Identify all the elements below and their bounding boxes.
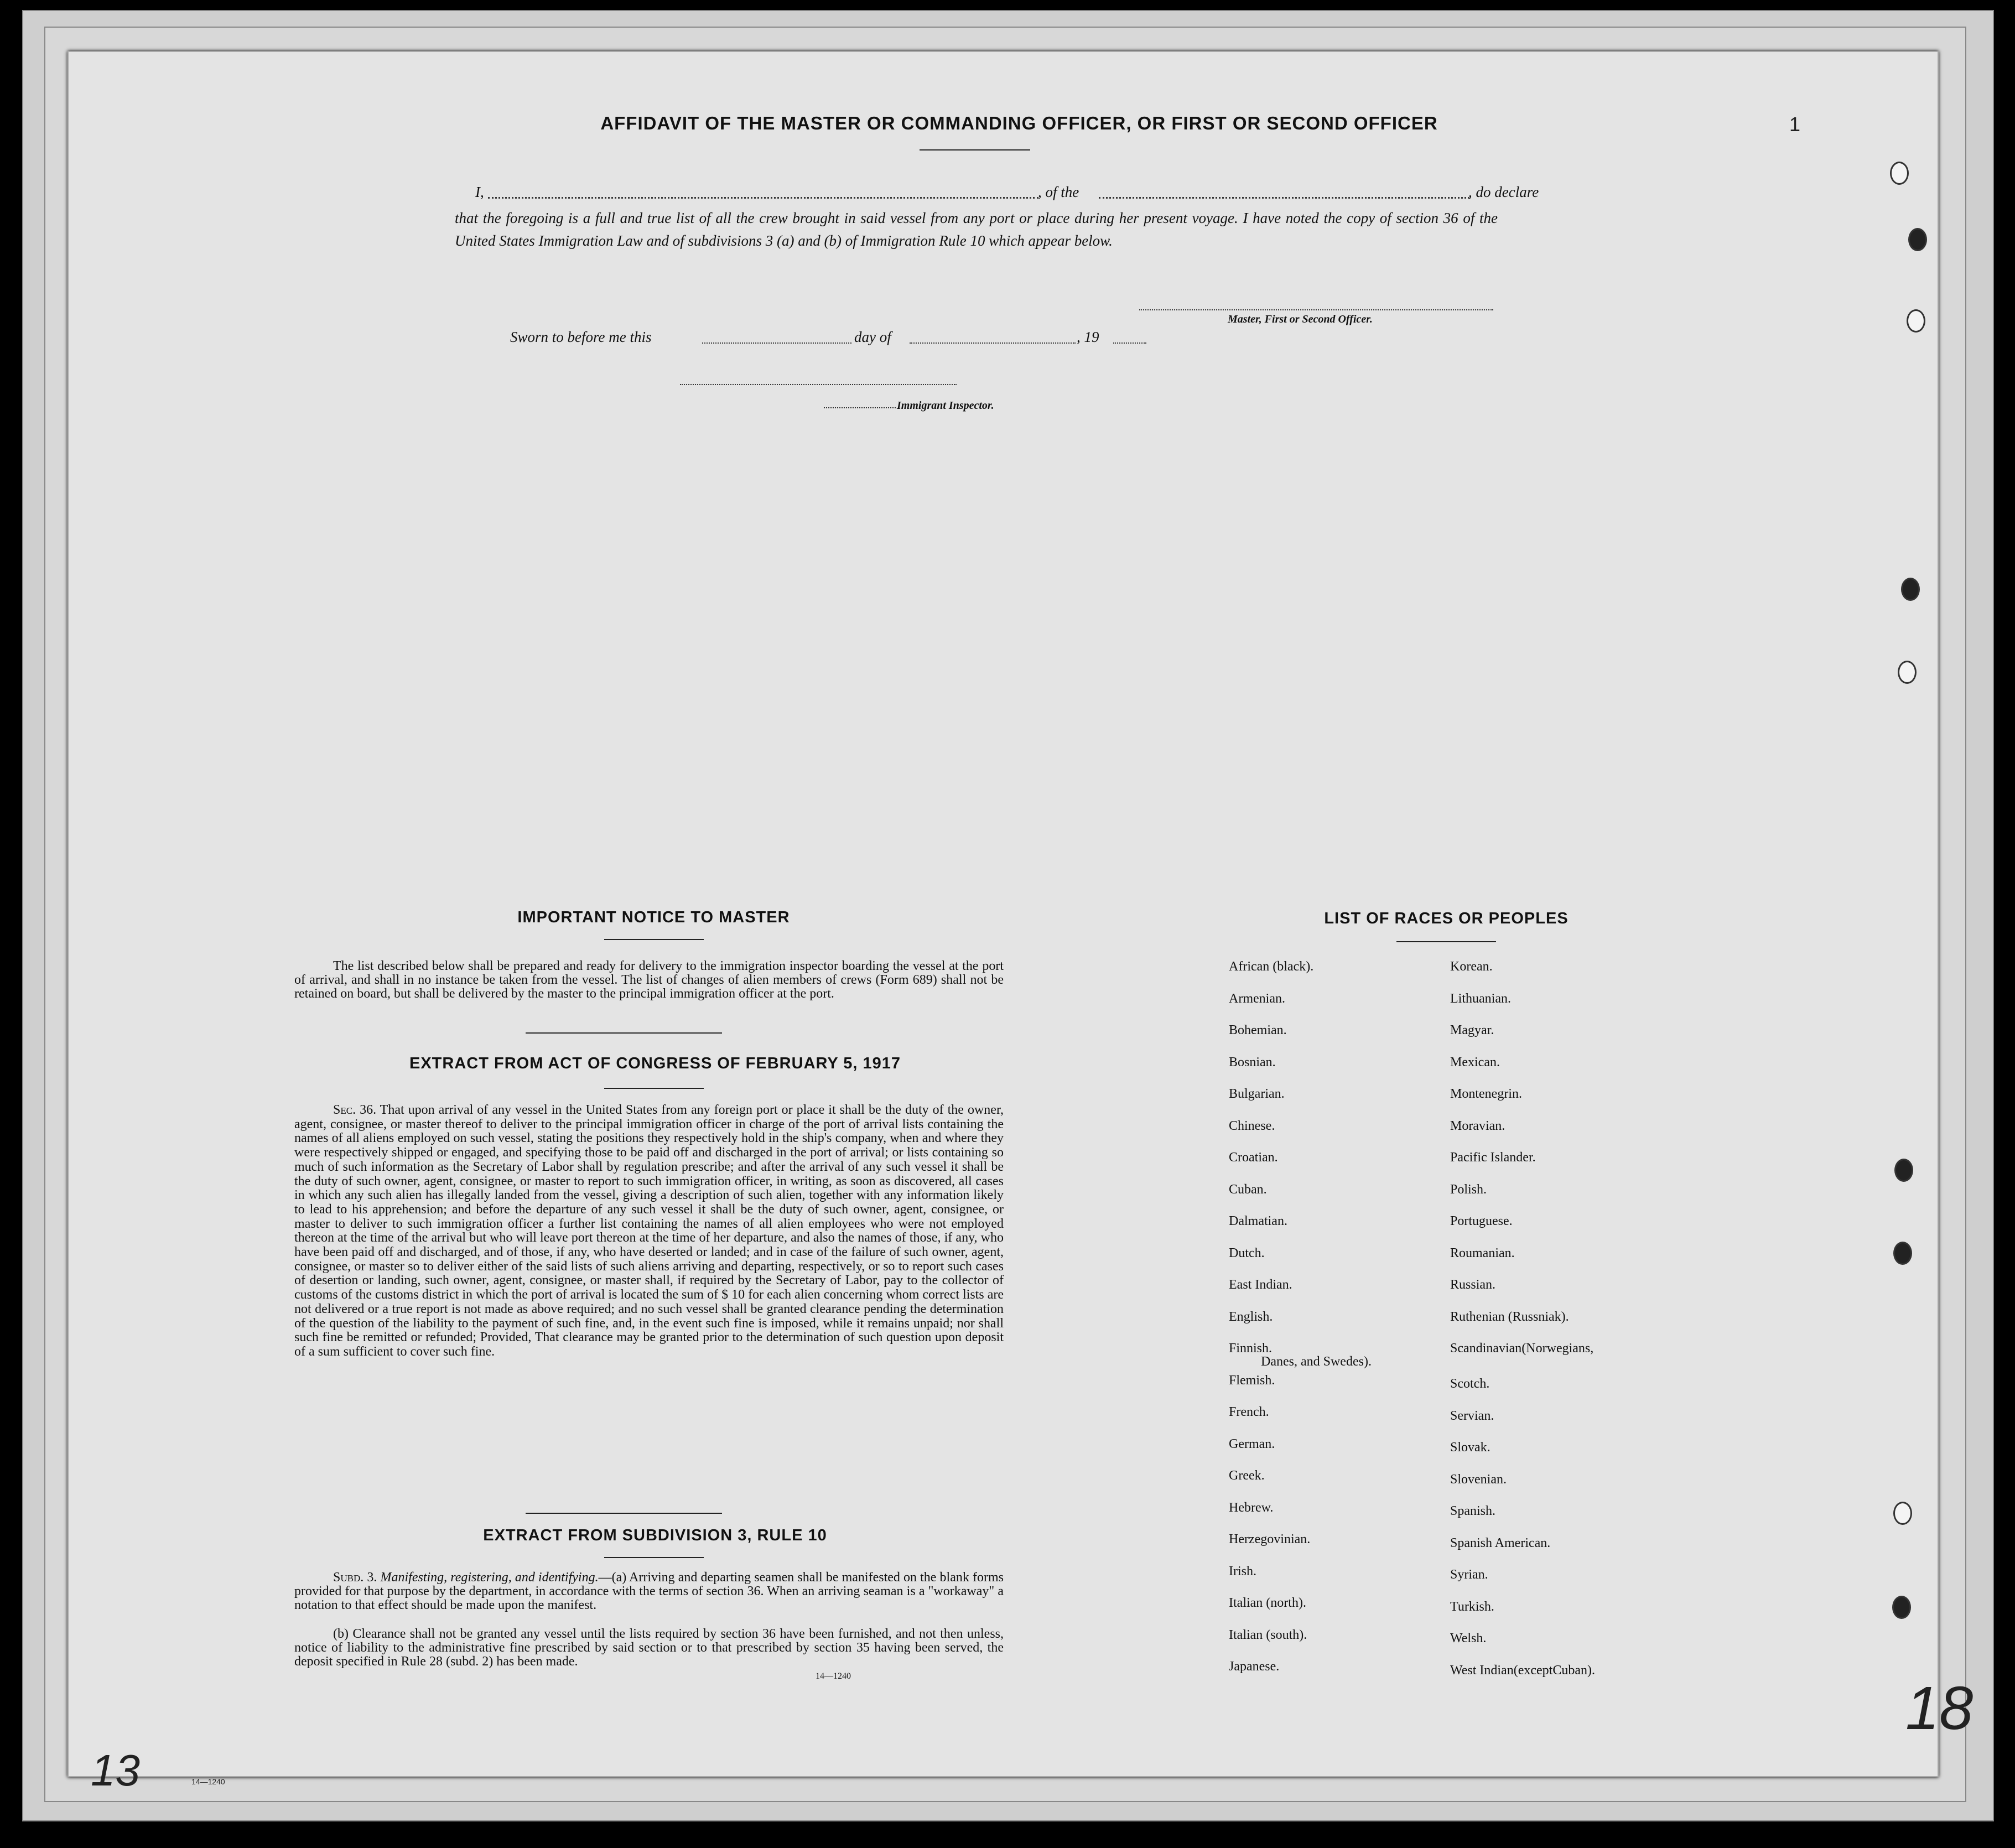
declarant-name-field[interactable] (488, 197, 1038, 199)
document-page (67, 51, 1974, 1795)
race-item: Syrian. (1450, 1567, 1488, 1582)
races-heading-rule (1396, 941, 1496, 942)
sworn-label: Sworn to before me this (510, 329, 652, 345)
race-item: Scandinavian(Norwegians, (1450, 1341, 1594, 1356)
binder-hole (1898, 661, 1917, 684)
race-item: Greek. (1229, 1468, 1265, 1483)
race-item: Japanese. (1229, 1659, 1280, 1674)
year-label: , 19 (1077, 329, 1099, 345)
race-item: Bulgarian. (1229, 1087, 1285, 1101)
race-item: Croatian. (1229, 1150, 1278, 1165)
signature-field[interactable] (1139, 309, 1493, 310)
race-item: Scotch. (1450, 1377, 1490, 1391)
race-item: Finnish. (1229, 1341, 1273, 1356)
affidavit-declare-label: , do declare (1468, 184, 1539, 200)
race-item: German. (1229, 1436, 1275, 1451)
race-item: Bosnian. (1229, 1055, 1276, 1070)
race-item: Roumanian. (1450, 1245, 1515, 1260)
act-section-label: Sec. 36. (333, 1103, 377, 1117)
act-text (294, 1103, 1004, 1359)
bottom-right-handwritten-number: 18 (1905, 1674, 1974, 1742)
race-item: Italian (north). (1229, 1596, 1306, 1610)
race-item: Bohemian. (1229, 1023, 1287, 1037)
race-item: Slovak. (1450, 1440, 1491, 1455)
race-item: West Indian(exceptCuban). (1450, 1663, 1595, 1678)
rule-text-a (294, 1571, 1004, 1612)
race-item: Hebrew. (1229, 1500, 1274, 1515)
affidavit-body: that the foregoing is a full and true list of all the crew brought in said vessel from any port or place during her present voyage. I have noted the copy of section 36 of the United States Immigration Law and of subdivisions 3 (a) and (b) of Immigration Rule 10 which appear below. (455, 210, 1498, 249)
race-item: Herzegovinian. (1229, 1532, 1311, 1546)
race-item: Dalmatian. (1229, 1214, 1287, 1228)
rule-body-a: —(a) Arriving and departing seamen shall be manifested on the blank forms provided for that purpose by the department, in accordance with the terms of section 36. When an arriving seaman is a "workaway" a notation to that effect should be made upon the manifest. (294, 1570, 1004, 1612)
race-item: English. (1229, 1309, 1273, 1324)
rule-subd-title: Manifesting, registering, and identifying. (380, 1570, 599, 1585)
sworn-year-field[interactable] (1113, 342, 1146, 344)
races-heading: LIST OF RACES OR PEOPLES (1324, 910, 1569, 927)
rule-text-b: (b) Clearance shall not be granted any vessel until the lists required by section 36 have been furnished, and not then unless, notice of liability to the administrative fine prescribed by said section or to that prescribed by section 35 having been served, the deposit specified in Rule 28 (subd. 2) has been made. (294, 1627, 1004, 1669)
sworn-day-field[interactable] (702, 342, 851, 344)
race-item: French. (1229, 1405, 1269, 1419)
binder-hole (1892, 1596, 1911, 1619)
race-item: Danes, and Swedes). (1261, 1354, 1372, 1369)
race-item: Armenian. (1229, 991, 1285, 1006)
binder-hole (1893, 1502, 1912, 1525)
race-item: Moravian. (1450, 1118, 1505, 1133)
race-item: Lithuanian. (1450, 991, 1511, 1006)
day-of-label: day of (854, 329, 891, 345)
race-item: East Indian. (1229, 1278, 1292, 1292)
race-item: Montenegrin. (1450, 1087, 1522, 1101)
race-item: Spanish American. (1450, 1535, 1551, 1550)
notice-heading: IMPORTANT NOTICE TO MASTER (517, 909, 790, 926)
act-body: That upon arrival of any vessel in the United States from any foreign port or place it shall be the duty of the owner, agent, consignee, or master thereof to deliver to the principal immigration officer in charge of the port of arrival lists containing the names of all aliens employed on such vessel, stating the positions they respectively hold in the ship's company, when and where they were respectively shipped or engaged, and specifying those to be paid off and discharged in the port of arrival; or lists containing so much of such information as the Secretary of Labor shall by regulation prescribe; and after the arrival of any such vessel it shall be the duty of such owner, agent, consignee, or master to report to such immigration officer, in writing, as soon as discovered, all cases in which any such alien has illegally landed from the vessel, giving a description of such alien, together with any information likely to lead to his apprehension; and before the departure of any such vessel it shall be the duty of such owner, agent, consignee, or master to deliver to such immigration officer a further list containing the names of all alien employees who were not employed thereon at the time of the arrival but who will leave port thereon at the time of her departure, and also the names of those, if any, who have been paid off and discharged, and of those, if any, who have deserted or landed; and in case of the failure of such owner, agent, consignee, or master so to deliver either of the said lists of such aliens arriving and departing, respectively, or so to report such cases of desertion or landing, such owner, agent, consignee, or master shall, if required by the Secretary of Labor, pay to the collector of customs of the customs district in which the port of arrival is located the sum of $ 10 for each alien concerning whom correct lists are not delivered or a true report is not made as above required; and no such vessel shall be granted clearance pending the determination of the question of the liability to the payment of such fine, and, in the event such fine is imposed, while it remains unpaid; nor shall such fine be remitted or refunded; Provided, That clearance may be granted prior to the determination of such question upon deposit of a sum sufficient to cover such fine. (294, 1103, 1004, 1359)
race-item: Dutch. (1229, 1245, 1265, 1260)
rule-heading: EXTRACT FROM SUBDIVISION 3, RULE 10 (483, 1527, 827, 1544)
race-item: Magyar. (1450, 1023, 1494, 1037)
race-item: Irish. (1229, 1564, 1256, 1579)
affidavit-heading: AFFIDAVIT OF THE MASTER OR COMMANDING OFFICER, OR FIRST OR SECOND OFFICER (600, 113, 1438, 133)
affidavit-i-label: I, (475, 184, 484, 200)
notice-divider (526, 1032, 722, 1034)
race-item: Italian (south). (1229, 1627, 1307, 1642)
sworn-month-field[interactable] (910, 342, 1076, 344)
top-right-tick: 1 (1789, 113, 1801, 136)
race-item: Chinese. (1229, 1118, 1275, 1133)
race-item: Spanish. (1450, 1504, 1496, 1518)
binder-hole (1894, 1159, 1913, 1182)
race-item: Polish. (1450, 1182, 1487, 1197)
bottom-left-form-number: 14—1240 (191, 1777, 225, 1786)
act-divider (526, 1513, 722, 1514)
race-item: Cuban. (1229, 1182, 1267, 1197)
bottom-left-handwritten-number: 13 (91, 1746, 140, 1795)
inspector-signature-field[interactable] (680, 384, 957, 385)
binder-hole (1901, 578, 1920, 601)
rule-heading-rule (604, 1557, 704, 1558)
act-heading-rule (604, 1088, 704, 1089)
inspector-caption: Immigrant Inspector. (897, 399, 994, 412)
rule-subd-label: Subd. 3. (333, 1570, 377, 1585)
race-item: Slovenian. (1450, 1472, 1507, 1487)
affidavit-heading-rule (920, 149, 1030, 150)
race-item: Mexican. (1450, 1055, 1500, 1070)
form-number: 14—1240 (816, 1671, 851, 1681)
race-item: Ruthenian (Russniak). (1450, 1309, 1569, 1324)
race-item: Korean. (1450, 959, 1493, 974)
binder-hole (1908, 228, 1927, 251)
race-item: Flemish. (1229, 1373, 1275, 1388)
notice-heading-rule (604, 939, 704, 940)
race-item: African (black). (1229, 959, 1314, 974)
binder-hole (1893, 1242, 1912, 1265)
signer-caption: Master, First or Second Officer. (1228, 313, 1373, 325)
race-item: Welsh. (1450, 1631, 1487, 1645)
binder-hole (1907, 309, 1925, 333)
affidavit-of-the-label: , of the (1038, 184, 1079, 200)
race-item: Portuguese. (1450, 1214, 1513, 1228)
notice-text: The list described below shall be prepared and ready for delivery to the immigration inspector boarding the vessel at the port of arrival, and shall in no instance be taken from the vessel. The list of changes of alien members of crews (Form 689) shall not be retained on board, but shall be delivered by the master to the principal immigration officer at the port. (294, 959, 1004, 1001)
act-heading: EXTRACT FROM ACT OF CONGRESS OF FEBRUARY 5, 1917 (409, 1055, 901, 1072)
binder-hole (1890, 162, 1909, 185)
race-item: Servian. (1450, 1408, 1494, 1423)
inspector-caption-leader (824, 407, 896, 408)
race-item: Turkish. (1450, 1599, 1494, 1614)
race-item: Pacific Islander. (1450, 1150, 1536, 1165)
vessel-name-field[interactable] (1099, 197, 1469, 199)
race-item: Russian. (1450, 1278, 1496, 1292)
